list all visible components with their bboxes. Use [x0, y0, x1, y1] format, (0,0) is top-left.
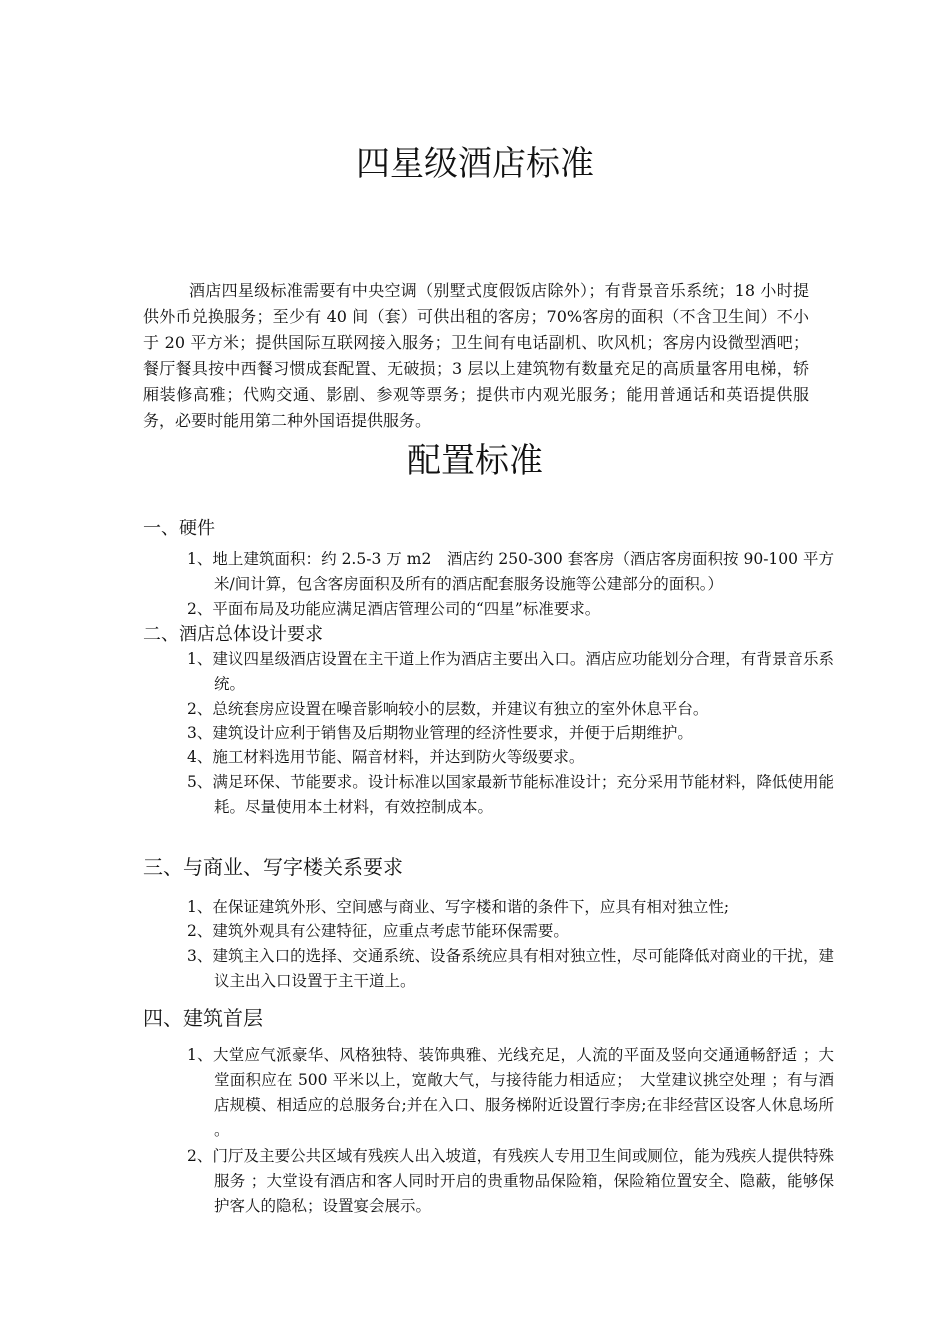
section-heading-ground-floor: 四、建筑首层	[143, 1006, 263, 1030]
section-heading-overall-design: 二、酒店总体设计要求	[143, 624, 323, 645]
list-item: 5、满足环保、节能要求。设计标准以国家最新节能标准设计；充分采用节能材料，降低使用能耗。尽量使用本土材料，有效控制成本。	[187, 773, 834, 816]
list-item: 2、总统套房应设置在噪音影响较小的层数，并建议有独立的室外休息平台。	[187, 700, 709, 718]
list-item: 4、施工材料选用节能、隔音材料，并达到防火等级要求。	[187, 748, 585, 766]
section-heading-commercial-relation: 三、与商业、写字楼关系要求	[143, 855, 403, 879]
list-item: 1、在保证建筑外形、空间感与商业、写字楼和谐的条件下，应具有相对独立性;	[187, 898, 730, 916]
section-heading-hardware: 一、硬件	[143, 518, 215, 539]
list-item: 2、平面布局及功能应满足酒店管理公司的“四星”标准要求。	[187, 600, 601, 618]
list-item: 1、建议四星级酒店设置在主干道上作为酒店主要出入口。酒店应功能划分合理，有背景音乐系统。	[187, 650, 834, 693]
page-title: 四星级酒店标准	[356, 144, 594, 184]
list-item: 3、建筑设计应利于销售及后期物业管理的经济性要求，并便于后期维护。	[187, 724, 693, 742]
list-item: 2、门厅及主要公共区域有残疾人出入坡道，有残疾人专用卫生间或厕位，能为残疾人提供特殊服务 ；大堂设有酒店和客人同时开启的贵重物品保险箱，保险箱位置安全、隐蔽，能够保护客人的隐私；设置宴会展示。	[187, 1147, 834, 1215]
list-item: 1、大堂应气派豪华、风格独特、装饰典雅、光线充足，人流的平面及竖向交通通畅舒适 ；大堂面积应在 500 平米以上，宽敞大气，与接待能力相适应； 大堂建议挑空处理 ；有与酒店规模、相适应的总服务台;并在入口、服务梯附近设置行李房;在非经营区设客人休息场所 。	[187, 1046, 834, 1139]
intro-paragraph: 酒店四星级标准需要有中央空调（别墅式度假饭店除外）；有背景音乐系统；18 小时提供外币兑换服务；至少有 40 间（套）可供出租的客房；70%客房的面积（不含卫生间）不小于 20 平方米；提供国际互联网接入服务；卫生间有电话副机、吹风机；客房内设微型酒吧；餐厅餐具按中西餐习惯成套配置、无破损；3 层以上建筑物有数量充足的高质量客用电梯，轿厢装修高雅；代购交通、影剧、参观等票务；提供市内观光服务；能用普通话和英语提供服务，必要时能用第二种外国语提供服务。	[143, 281, 809, 430]
list-item: 1、地上建筑面积：约 2.5-3 万 m2 酒店约 250-300 套客房（酒店客房面积按 90-100 平方米/间计算，包含客房面积及所有的酒店配套服务设施等公建部分的面积。）	[187, 550, 834, 593]
list-item: 2、建筑外观具有公建特征，应重点考虑节能环保需要。	[187, 922, 569, 940]
list-item: 3、建筑主入口的选择、交通系统、设备系统应具有相对独立性，尽可能降低对商业的干扰，建议主出入口设置于主干道上。	[187, 947, 834, 990]
section-title-config-standard: 配置标准	[407, 441, 543, 481]
